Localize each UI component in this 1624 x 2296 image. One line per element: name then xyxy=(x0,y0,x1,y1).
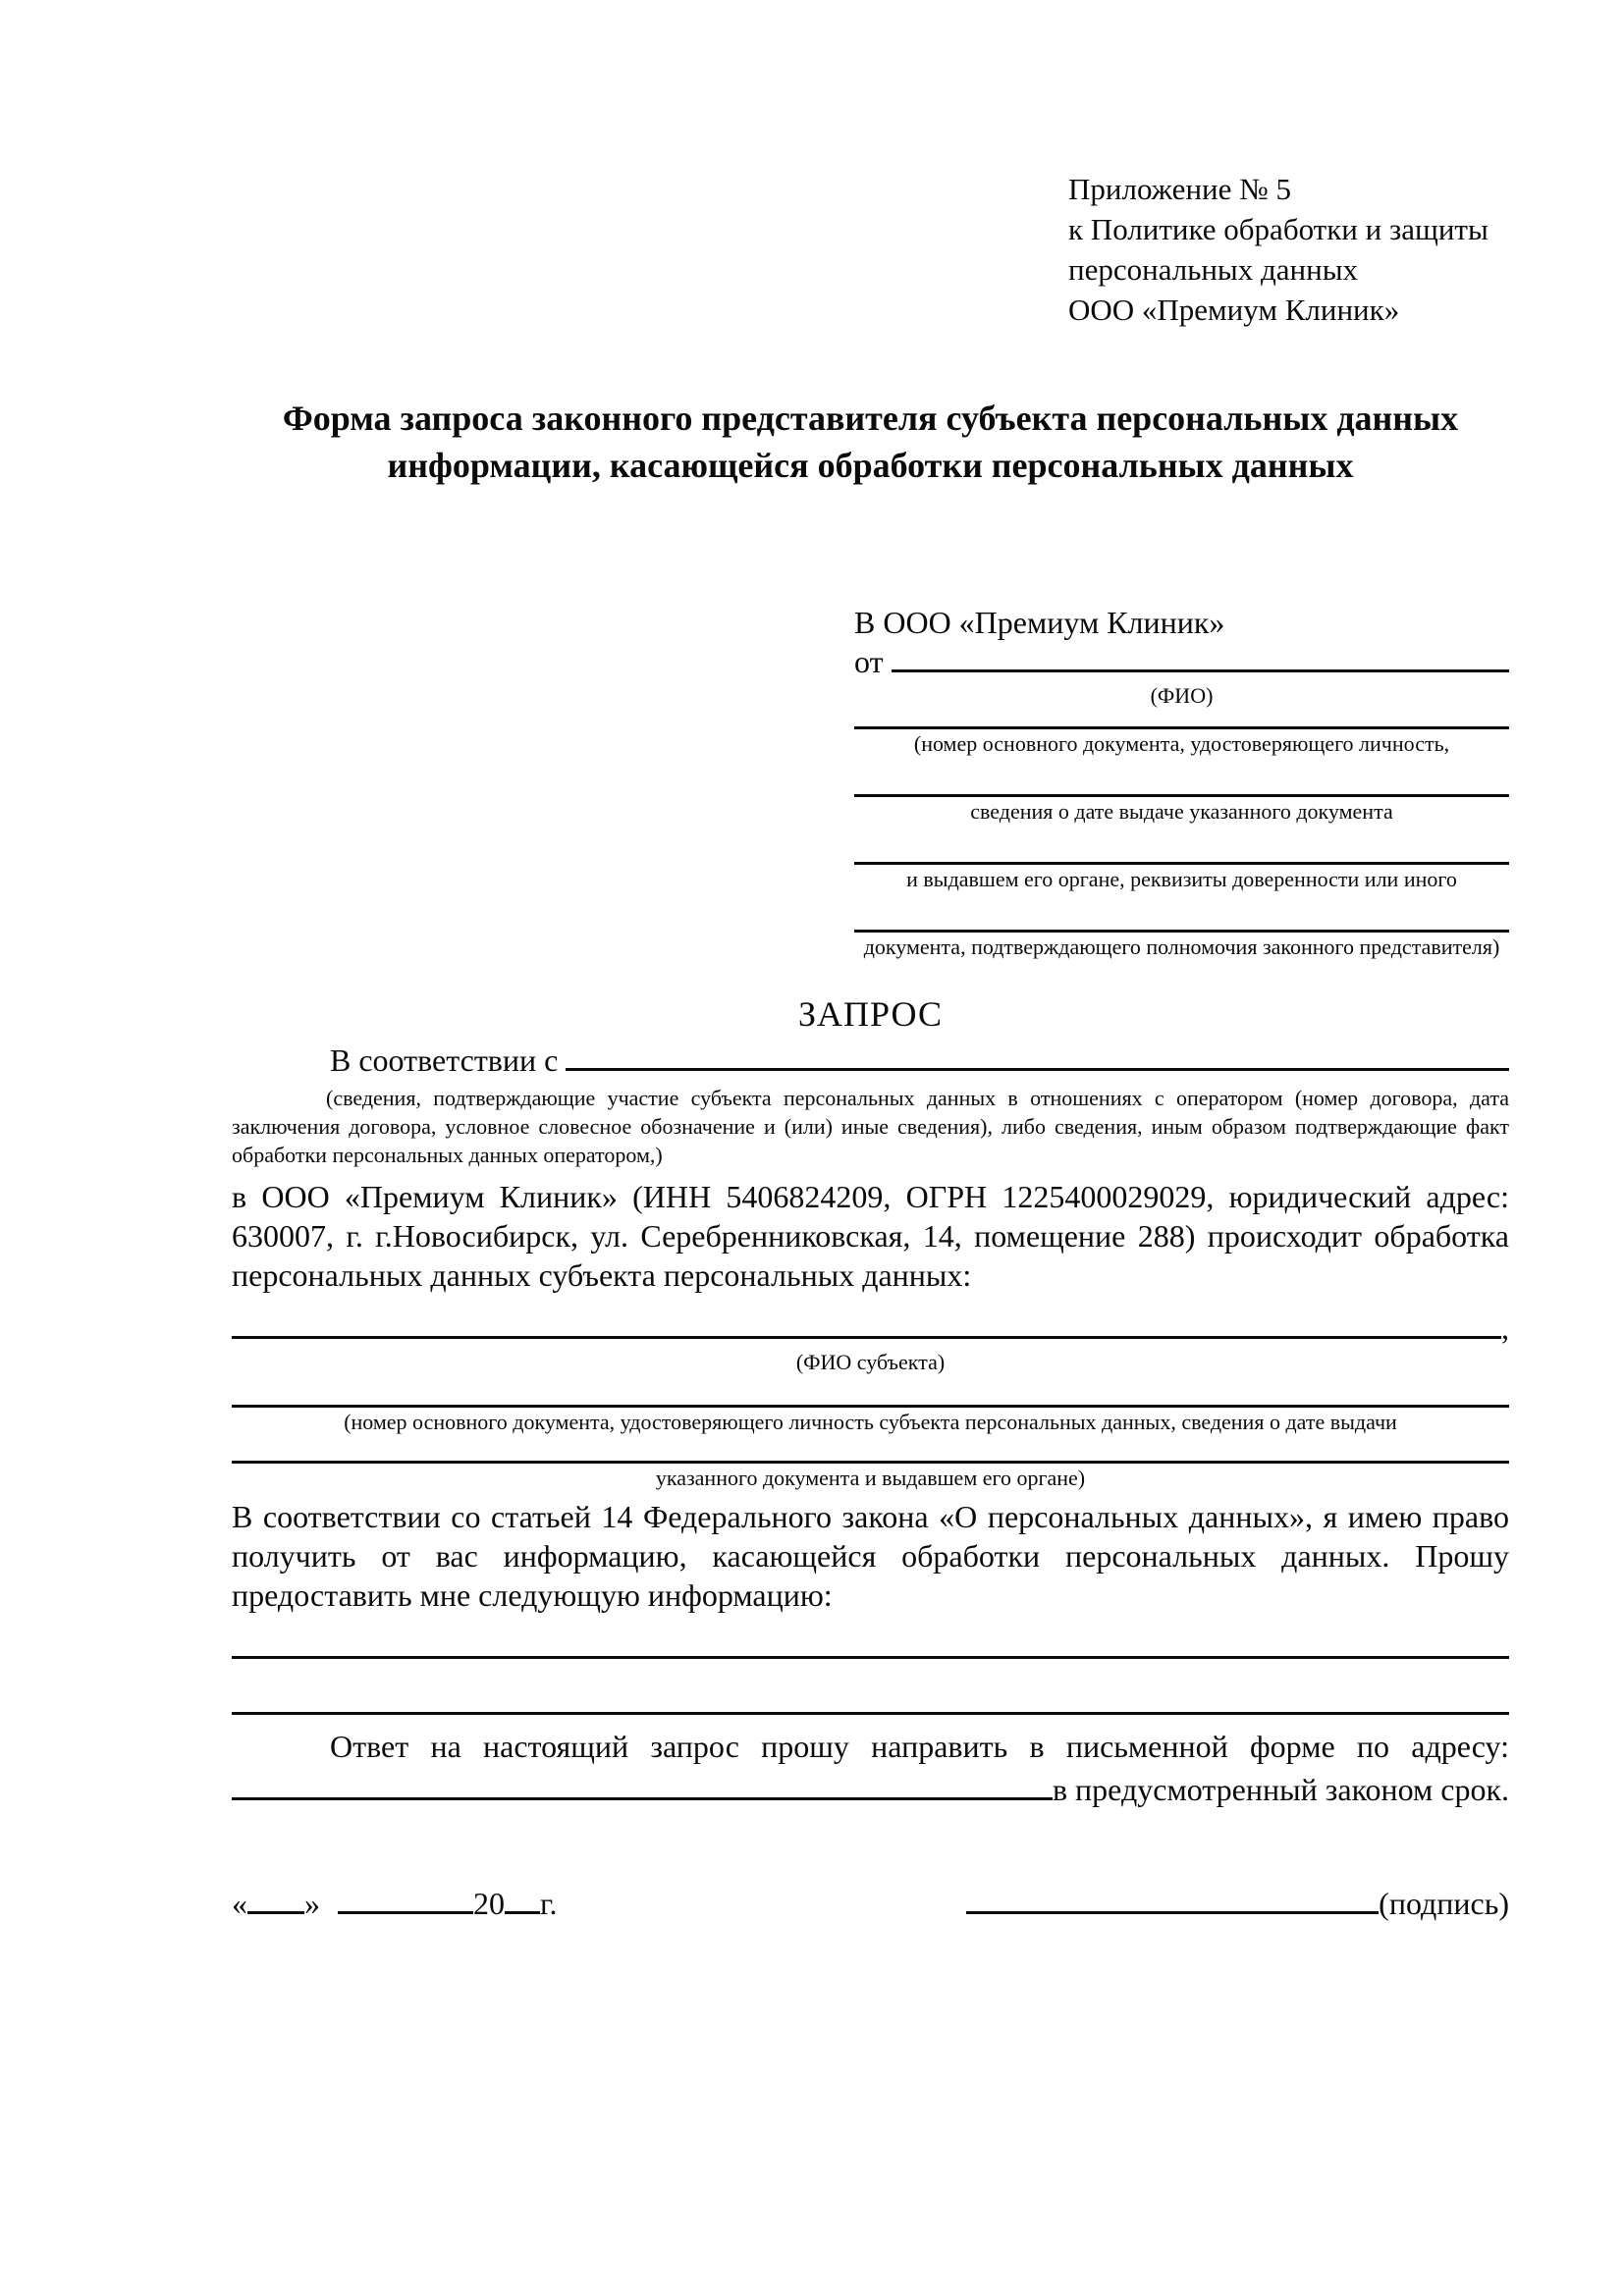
trailing-comma: , xyxy=(1501,1310,1509,1346)
document-content xyxy=(232,0,1509,1923)
signature-field[interactable] xyxy=(966,1911,1379,1914)
subject-fio-field[interactable] xyxy=(232,1336,1501,1339)
date-day-field[interactable] xyxy=(247,1911,304,1914)
subject-fio-row xyxy=(232,1308,1509,1348)
appendix-header-block xyxy=(1068,169,1509,330)
answer-address-row xyxy=(232,1770,1509,1809)
year-suffix: г. xyxy=(540,1886,558,1921)
participation-details-caption: (сведения, подтверждающие участие субъекта персональных данных в отношениях с оператором (номер договора, дата заключения договора, условное словесное обозначение и (или) иные сведения), либо сведения, иным образом подтверждающие факт обработки персональных данных оператором,) xyxy=(232,1086,1509,1167)
requested-info-field-2[interactable] xyxy=(232,1712,1509,1715)
signature-group xyxy=(966,1884,1509,1923)
representative-doc-authority-caption: и выдавшем его органе, реквизиты доверенности или иного xyxy=(906,867,1457,891)
agreement-details-field[interactable] xyxy=(566,1068,1509,1071)
from-label: от xyxy=(854,644,884,679)
answer-paragraph: Ответ на настоящий запрос прошу направить в письменной форме по адресу: xyxy=(330,1729,1509,1764)
accordance-label: В соответствии с xyxy=(330,1042,559,1078)
date-month-field[interactable] xyxy=(338,1911,473,1914)
year-prefix: 20 xyxy=(473,1886,505,1921)
representative-fio-field[interactable] xyxy=(892,669,1509,672)
representative-fio-caption: (ФИО) xyxy=(1150,683,1214,708)
requested-info-field-1[interactable] xyxy=(232,1656,1509,1659)
subject-doc-caption-1: (номер основного документа, удостоверяющего личность субъекта персональных данных, сведения о дате выдачи xyxy=(344,1410,1397,1434)
article14-paragraph: В соответствии со статьей 14 Федерального закона «О персональных данных», я имею право получить от вас информацию, касающейся обработки персональных данных. Прошу предоставить мне следующую информацию: xyxy=(232,1499,1509,1613)
appendix-header-line: Приложение № 5 xyxy=(1068,172,1291,206)
subject-fio-caption: (ФИО субъекта) xyxy=(795,1350,946,1374)
quote-open: « xyxy=(232,1886,247,1921)
operator-paragraph: в ООО «Премиум Клиник» (ИНН 5406824209, ОГРН 1225400029029, юридический адрес: 630007, г. г.Новосибирск, ул. Серебренниковская, 14, помещение 288) происходит обработка персональных данных субъекта персональных данных: xyxy=(232,1179,1509,1293)
appendix-header-line: ООО «Премиум Клиник» xyxy=(1068,293,1400,327)
date-year-field[interactable] xyxy=(505,1911,540,1914)
quote-close: » xyxy=(304,1886,320,1921)
footer-row xyxy=(232,1884,1509,1923)
representative-doc-issue-date-caption: сведения о дате выдаче указанного документа xyxy=(970,799,1393,824)
request-heading: ЗАПРОС xyxy=(798,994,943,1034)
appendix-header-line: персональных данных xyxy=(1068,252,1359,287)
appendix-header-line: к Политике обработки и защиты xyxy=(1068,212,1489,246)
representative-doc-number-caption: (номер основного документа, удостоверяющего личность, xyxy=(913,731,1450,756)
authority-document-caption: документа, подтверждающего полномочия законного представителя) xyxy=(863,934,1500,959)
form-title: Форма запроса законного представителя субъекта персональных данных информации, касающейся обработки персональных данных xyxy=(282,399,1459,485)
addressee-block xyxy=(854,603,1509,962)
subject-doc-caption-2: указанного документа и выдавшем его органе) xyxy=(655,1466,1086,1490)
from-row xyxy=(854,642,1509,681)
signature-caption: (подпись) xyxy=(1379,1886,1509,1921)
answer-tail-text: в предусмотренный законом срок. xyxy=(1052,1772,1509,1807)
accordance-row xyxy=(232,1041,1509,1080)
addressee-company-line: В ООО «Премиум Клиник» xyxy=(854,605,1225,640)
date-group xyxy=(232,1884,558,1923)
answer-address-field[interactable] xyxy=(232,1797,1053,1800)
